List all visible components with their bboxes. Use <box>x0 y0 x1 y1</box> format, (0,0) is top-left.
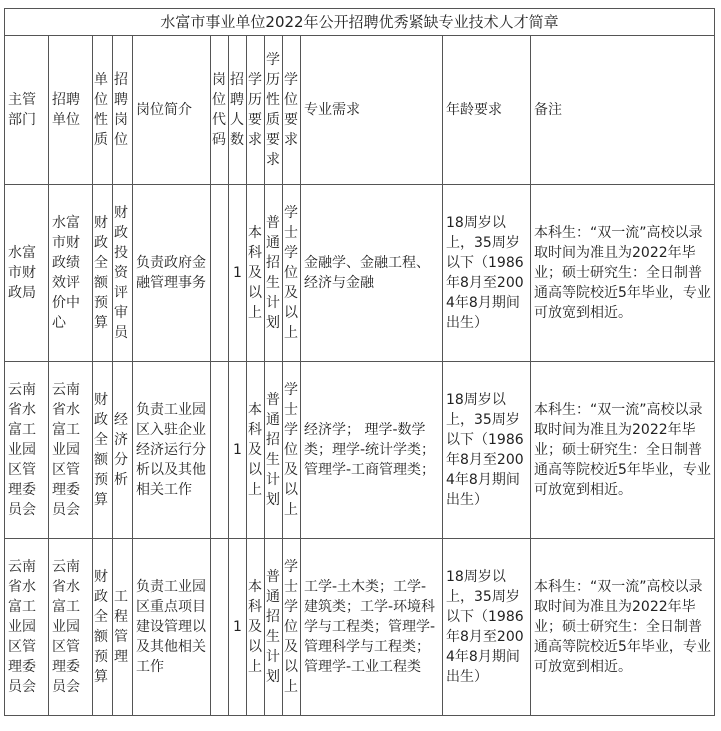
table-cell <box>211 185 229 362</box>
table-cell: 学士学位及以上 <box>283 185 301 362</box>
table-cell: 工学-土木类；工学-建筑类；工学-环境科学与工程类；管理学-管理科学与工程类；管理学-工业工程类 <box>301 539 443 716</box>
table-cell <box>211 362 229 539</box>
table-row <box>5 539 715 716</box>
header-cell: 学位要求 <box>283 36 301 185</box>
table-cell: 本科及以上 <box>247 185 265 362</box>
header-row <box>5 36 715 185</box>
table-row <box>5 185 715 362</box>
table-cell <box>211 539 229 716</box>
table-cell: 财政投资评审员 <box>113 185 133 362</box>
table-cell: 本科及以上 <box>247 539 265 716</box>
table-cell: 18周岁以上，35周岁以下（1986年8月至2004年8月期间出生） <box>443 539 531 716</box>
header-cell: 岗位简介 <box>133 36 211 185</box>
table-cell: 云南省水富工业园区管理委员会 <box>5 362 49 539</box>
table-cell: 普通招生计划 <box>265 362 283 539</box>
table-cell: 财政全额预算 <box>93 362 113 539</box>
header-cell: 备注 <box>531 36 715 185</box>
header-cell: 学历要求 <box>247 36 265 185</box>
table-cell: 水富市财政绩效评价中心 <box>49 185 93 362</box>
table-cell: 18周岁以上，35周岁以下（1986年8月至2004年8月期间出生） <box>443 362 531 539</box>
header-cell: 岗位代码 <box>211 36 229 185</box>
table-cell: 本科及以上 <box>247 362 265 539</box>
header-cell: 学历性质要求 <box>265 36 283 185</box>
table-cell: 本科生：“双一流”高校以录取时间为准且为2022年毕业；硕士研究生：全日制普通高等院校近5年毕业，专业可放宽到相近。 <box>531 362 715 539</box>
table-row <box>5 362 715 539</box>
header-cell: 主管部门 <box>5 36 49 185</box>
table-cell: 工程管理 <box>113 539 133 716</box>
table-cell: 金融学、金融工程、经济与金融 <box>301 185 443 362</box>
table-cell: 1 <box>229 185 247 362</box>
table-cell: 负责工业园区重点项目建设管理以及其他相关工作 <box>133 539 211 716</box>
table-cell: 1 <box>229 539 247 716</box>
table-cell: 云南省水富工业园区管理委员会 <box>49 362 93 539</box>
table-cell: 经济分析 <box>113 362 133 539</box>
table-cell: 学士学位及以上 <box>283 539 301 716</box>
header-cell: 招聘人数 <box>229 36 247 185</box>
header-cell: 招聘岗位 <box>113 36 133 185</box>
header-cell: 单位性质 <box>93 36 113 185</box>
header-cell: 年龄要求 <box>443 36 531 185</box>
table-cell: 负责工业园区入驻企业经济运行分析以及其他相关工作 <box>133 362 211 539</box>
header-cell: 专业需求 <box>301 36 443 185</box>
table-cell: 本科生：“双一流”高校以录取时间为准且为2022年毕业；硕士研究生：全日制普通高等院校近5年毕业，专业可放宽到相近。 <box>531 185 715 362</box>
table-cell: 经济学； 理学-数学类；理学-统计学类；管理学-工商管理类； <box>301 362 443 539</box>
header-cell: 招聘单位 <box>49 36 93 185</box>
table-cell: 学士学位及以上 <box>283 362 301 539</box>
recruitment-table <box>4 8 715 716</box>
table-title: 水富市事业单位2022年公开招聘优秀紧缺专业技术人才简章 <box>5 9 715 36</box>
table-cell: 普通招生计划 <box>265 539 283 716</box>
table-cell: 水富市财政局 <box>5 185 49 362</box>
table-cell: 18周岁以上，35周岁以下（1986年8月至2004年8月期间出生） <box>443 185 531 362</box>
table-cell: 财政全额预算 <box>93 185 113 362</box>
table-cell: 普通招生计划 <box>265 185 283 362</box>
table-cell: 财政全额预算 <box>93 539 113 716</box>
table-cell: 1 <box>229 362 247 539</box>
table-cell: 云南省水富工业园区管理委员会 <box>49 539 93 716</box>
table-cell: 云南省水富工业园区管理委员会 <box>5 539 49 716</box>
table-cell: 负责政府金融管理事务 <box>133 185 211 362</box>
table-cell: 本科生：“双一流”高校以录取时间为准且为2022年毕业；硕士研究生：全日制普通高等院校近5年毕业，专业可放宽到相近。 <box>531 539 715 716</box>
